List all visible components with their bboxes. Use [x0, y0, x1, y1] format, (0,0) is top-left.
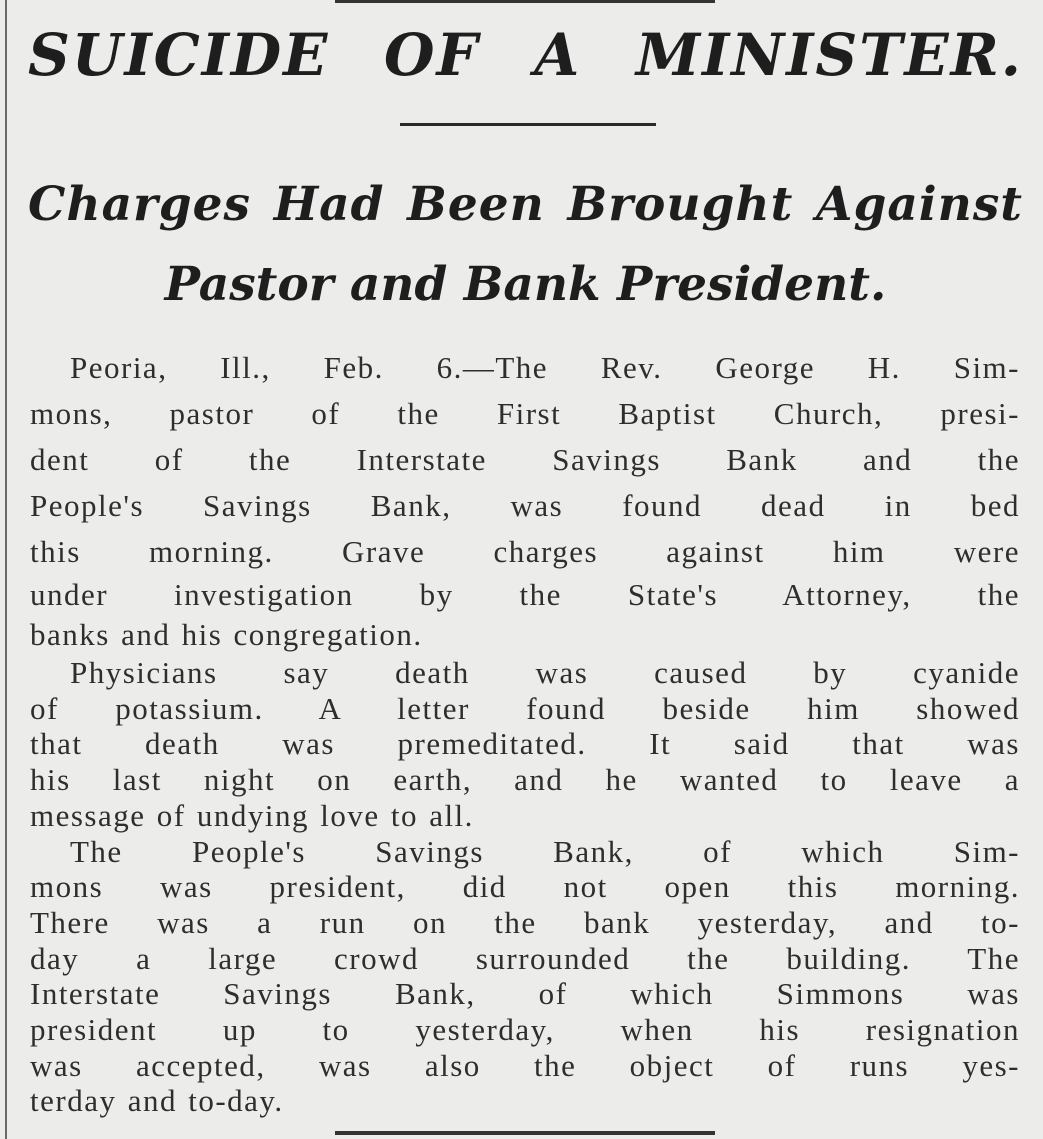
- text-line: The People's Savings Bank, of which Sim-: [70, 833, 1020, 869]
- text-line: Peoria, Ill., Feb. 6.—The Rev. George H. Sim-: [70, 350, 1020, 385]
- text-line: was accepted, was also the object of runs yes-: [30, 1047, 1020, 1083]
- article-paragraph: [30, 655, 1020, 834]
- text-line: Interstate Savings Bank, of which Simmons was: [30, 976, 1020, 1012]
- subheadline-line-2: Pastor and Bank President.: [164, 257, 887, 312]
- text-line: message of undying love to all.: [30, 797, 474, 833]
- subheadline: [28, 165, 1023, 325]
- text-line: People's Savings Bank, was found dead in bed: [30, 488, 1020, 523]
- subheadline-line-1: Charges Had Been Brought Against: [28, 177, 1023, 232]
- column-rule-left: [5, 0, 7, 1139]
- headline-divider-rule: [400, 123, 656, 126]
- text-line: Physicians say death was caused by cyanide: [70, 655, 1020, 690]
- text-line: of potassium. A letter found beside him showed: [30, 690, 1020, 726]
- text-line: president up to yesterday, when his resignation: [30, 1012, 1020, 1048]
- article-paragraph: [30, 834, 1020, 1120]
- text-line: this morning. Grave charges against him were: [30, 534, 1020, 569]
- text-line: his last night on earth, and he wanted to leave a: [30, 762, 1020, 798]
- text-line: terday and to-day.: [30, 1083, 284, 1119]
- text-line: mons, pastor of the First Baptist Church, presi-: [30, 396, 1020, 431]
- text-line: mons was president, did not open this morning.: [30, 869, 1020, 905]
- article-paragraph: [30, 345, 1020, 655]
- bottom-divider-rule: [335, 1131, 715, 1135]
- text-line: dent of the Interstate Savings Bank and the: [30, 442, 1020, 477]
- headline: SUICIDE OF A MINISTER.: [28, 21, 1023, 89]
- text-line: under investigation by the State's Attorney, the: [30, 577, 1020, 612]
- text-line: that death was premeditated. It said that was: [30, 726, 1020, 762]
- text-line: There was a run on the bank yesterday, and to-: [30, 904, 1020, 940]
- text-line: banks and his congregation.: [30, 617, 423, 652]
- top-divider-rule: [335, 0, 715, 3]
- text-line: day a large crowd surrounded the building. The: [30, 940, 1020, 976]
- article-body: [30, 345, 1020, 1119]
